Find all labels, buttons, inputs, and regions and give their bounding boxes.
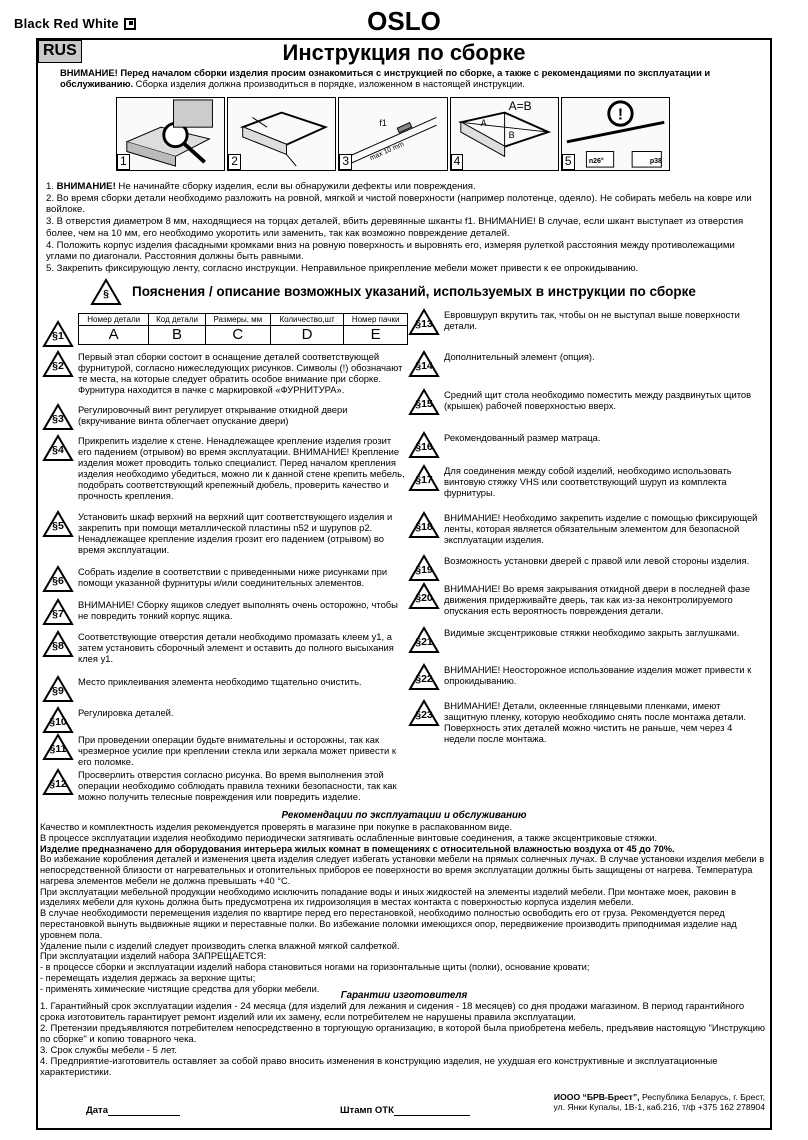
image-1 [116,97,225,171]
note-s12 [42,770,406,803]
frame-diagonal-illustration [228,98,335,170]
top-warning [60,68,760,90]
explanations-title: Пояснения / описание возможных указаний, используемых в инструкции по сборке [132,284,696,300]
warning-triangle-icon: §12 [42,768,74,796]
note-text: При проведении операции будьте внимательны и осторожны, так как чрезмерное усилие при креплении стекла или зеркала может привести к его поломке. [78,734,396,767]
image-5 [561,97,670,171]
care-paragraph: Во избежание коробления деталей и изменения цвета изделия следует избегать установки мебели на прямых солнечных лучах. В случае установки изделия мебели в непосредственной близости от нагревательных и отопительных приборов ее поверхности во время эксплуатации должны быть защищены от нагрева. Температура нагрева элементов мебели не должна превышать +40 °С. [40,854,765,886]
care-paragraph: При эксплуатации изделий набора ЗАПРЕЩАЕТСЯ: [40,951,267,962]
note-text: Средний щит стола необходимо поместить между раздвинутых щитов (крышек) рабочей поверхностью вверх. [444,389,752,411]
warning-triangle-icon: §23 [408,699,440,727]
note-text: Прикрепить изделие к стене. Ненадлежащее крепление изделия грозит его падением (отрывом) во время эксплуатации. ВНИМАНИЕ! Крепление изделия может проводить только специалист. Перед началом крепления изделия необходимо убедиться, можно ли к данной стене крепить мебель, подобрать соответствующий крепежный дюбель, проверить качество и прочность крепления. [78,435,405,501]
diagonal-a-label: A [480,118,487,128]
note-s3 [42,405,406,431]
warning-triangle-icon: §21 [408,626,440,654]
note-text: Для соединения между собой изделий, необходимо использовать винтовую стяжку VHS или соответствующий шуруп из комплекта фурнитуры. [444,465,732,498]
care-paragraph: При эксплуатации мебельной продукции необходимо исключить попадание воды и иных жидкостей на элементы изделий мебели. При монтаже моек, раковин в изделиях мебели для кухонь должна быть предусмотрена их гидроизоляция в местах контакта с поверхностью корпуса изделия мебели. [40,886,737,908]
image-2 [227,97,336,171]
step-2: 2. Во время сборки детали необходимо разложить на ровной, мягкой и чистой поверхности (например полотенце, одеяло). Не собирать мебель на ковре или войлоке. [46,193,752,216]
dowel-max-note: max 10 mm [369,140,406,163]
image-2-number: 2 [228,154,241,170]
note-s20 [408,584,766,617]
guarantee-title: Гарантии изготовителя [340,990,468,1001]
dowel-label: f1 [379,118,387,128]
note-text: Соответствующие отверстия детали необходимо промазать клеем y1, а затем установить сборочный элемент и оставить до полного высыхания клея y1. [78,631,394,664]
note-s9 [42,677,406,703]
letter-b: B [149,326,205,344]
warning-triangle-icon: §7 [42,598,74,626]
top-warning-text: Сборка изделия должна производиться в порядке, изложенном в настоящей инструкции. [133,77,525,89]
note-text: Первый этап сборки состоит в оснащение деталей соответствующей фурнитурой, согласно нижеследующих рисунков. Символы (!) обозначают те места, на которые следует обратить особое внимание при сборке. Фурнитура находится в пачке с маркировкой «ФУРНИТУРА». [78,351,403,395]
warning-triangle-icon: § [90,278,122,306]
top-warning-bold: ВНИМАНИЕ! Перед началом сборки изделия просим ознакомиться с инструкцией по сборке, а также с рекомендациями по эксплуатации и обслуживанию. [60,67,711,89]
stamp-field: Штамп ОТК [340,1105,470,1116]
note-s6 [42,567,406,593]
a-equals-b-label: A=B [508,99,532,113]
note-s22 [408,665,766,691]
care-paragraph: В процессе эксплуатации изделия необходимо периодически затягивать ослабленные винтовые соединения, а также эксцентриковые стяжки. [40,832,658,843]
diagonal-measure-illustration [451,98,558,170]
step-3: 3. В отверстия диаметром 8 мм, находящиеся на торцах деталей, вбить деревянные шканты f1. ВНИМАНИЕ! В случае, если шкант выступает из отверстия более, чем на 10 мм, его необходимо укоротить или заменить, так как возможно повреждение деталей. [46,216,744,239]
warning-triangle-icon: §2 [42,350,74,378]
steps-list [46,181,766,275]
step-5: 5. Закрепить фиксирующую ленту, согласно инструкции. Неправильное прикрепление мебели может привести к ее опрокидыванию. [46,262,639,274]
page-title: Инструкция по сборке [282,40,526,65]
note-s7 [42,600,406,626]
image-5-number: 5 [562,154,575,170]
image-3-number: 3 [339,154,352,170]
warning-triangle-icon: §8 [42,630,74,658]
step-4: 4. Положить корпус изделия фасадными кромками вниз на ровную поверхность и выровнять его, измеряя рулеткой расстояния между противолежащими углами по диагонали. Расстояния должны быть равными. [46,239,735,262]
care-paragraph: Качество и комплектность изделия рекомендуется проверять в магазине при покупке в распакованном виде. [40,822,513,832]
note-text: ВНИМАНИЕ! Необходимо закрепить изделие с помощью фиксирующей ленты, которая является обязательным элементом для безопасной эксплуатации изделия. [444,512,758,545]
note-text: Рекомендованный размер матраца. [444,432,601,443]
note-text: Собрать изделие в соответствии с приведенными ниже рисунками при помощи указанной фурнитуры и/или соединительных элементов. [78,566,388,588]
image-4 [450,97,559,171]
language-badge: RUS [38,40,82,63]
diagonal-b-label: B [508,130,515,140]
note-s8 [42,632,406,665]
note-s15 [408,390,766,416]
warning-triangle-icon: §1 [42,320,74,348]
warning-triangle-icon: §22 [408,663,440,691]
note-s5 [42,512,406,556]
warning-triangle-icon: §10 [42,706,74,734]
guarantee-paragraph: 1. Гарантийный срок эксплуатации изделия - 24 месяца (для изделий для лежания и сидения - 18 месяцев) со дня продажи магазином. В период гарантийного срока изготовитель гарантирует ремонт изделий или их замену, если потребителем не нарушены правила эксплуатации. [40,1001,745,1024]
note-s17 [408,466,766,499]
image-3 [338,97,447,171]
note-text: Место приклеивания элемента необходимо тщательно очистить. [78,676,362,687]
col-part-number: Номер детали [79,314,149,326]
image-4-number: 4 [451,154,464,170]
col-dimensions: Размеры, мм [205,314,270,326]
warning-triangle-icon: §13 [408,308,440,336]
model-title: OSLO [367,6,441,36]
warning-triangle-icon: §6 [42,565,74,593]
note-s14 [408,352,766,378]
step-1: 1. ВНИМАНИЕ! Не начинайте сборку изделия, если вы обнаружили дефекты или повреждения. [46,181,476,192]
care-paragraph: Удаление пыли с изделий следует производить слегка влажной мягкой салфеткой. [40,940,400,951]
brand-name: Black Red White [14,16,119,31]
note-text: ВНИМАНИЕ! Неосторожное использование изделия может привести к опрокидыванию. [444,664,752,686]
col-quantity: Количество,шт [270,314,343,326]
warning-triangle-icon: §4 [42,434,74,462]
note-s23 [408,701,766,745]
warning-triangle-icon: §3 [42,403,74,431]
note-s4 [42,436,406,501]
note-s21 [408,628,766,654]
warning-triangle-icon: §9 [42,675,74,703]
svg-text:!: ! [617,106,623,124]
warning-triangle-icon: §15 [408,388,440,416]
fitting-p38-label: p38 [649,158,662,165]
note-text: Регулировка деталей. [78,707,174,718]
note-text: Видимые эксцентриковые стяжки необходимо закрыть заглушками. [444,627,740,638]
guarantee-paragraph: 2. Претензии предъявляются потребителем непосредственно в торгующую организацию, в которой была приобретена мебель, предъявив настоящую "Инструкцию по сборке" и копию товарного чека. [40,1023,766,1046]
letter-e: E [344,326,408,344]
image-1-number: 1 [117,154,130,170]
note-text: ВНИМАНИЕ! Детали, оклеенные глянцевыми пленками, имеют защитную пленку, которую необходимо снять после монтажа детали. Поверхность этих деталей можно чистить не раньше, чем через 4 недели после монтажа. [444,700,747,744]
dowel-illustration [339,98,446,170]
warning-triangle-icon: §18 [408,511,440,539]
letter-c: C [205,326,270,344]
guarantee-paragraph: 3. Срок службы мебели - 5 лет. [40,1045,177,1057]
note-text: ВНИМАНИЕ! Во время закрывания откидной двери в последней фазе движения придерживайте дверь, так как из-за неконтролируемого опускания есть вероятность повреждения детали. [444,583,751,616]
col-pack-number: Номер пачки [344,314,408,326]
explanations-header [90,278,750,306]
note-text: Регулировочный винт регулирует открывание откидной двери (вкручивание винта облегчает опускание двери) [78,404,348,426]
manufacturer-info: ИООО “БРВ-Брест”, Республика Беларусь, г. Брест, ул. Янки Купалы, 1В-1, каб.216, т/ф +375 162 278904 [553,1092,765,1112]
col-part-code: Код детали [149,314,205,326]
care-paragraph: В случае необходимости перемещения изделия по квартире перед его перестановкой, необходимо полностью освободить его от груза. Рекомендуется перед перестановкой вынуть выдвижные ящики и переставные полки. Во избежание поломки имеющихся опор, передвижение производить приподнимая изделие над уровнем пола. [40,908,737,940]
note-s11 [42,735,406,768]
panel-magnifier-illustration [117,98,224,170]
care-section [40,822,768,995]
date-field: Дата [86,1105,180,1116]
letter-d: D [270,326,343,344]
note-text: Возможность установки дверей с правой или левой стороны изделия. [444,555,750,566]
note-s10 [42,708,406,734]
care-title: Рекомендации по эксплуатации и обслуживанию [281,810,527,821]
note-s16 [408,433,766,459]
warning-triangle-icon: §16 [408,431,440,459]
note-s1 [42,322,406,348]
guarantee-paragraph: 4. Предприятие-изготовитель оставляет за собой право вносить изменения в конструкцию изделия, не ухудшая его конструктивные и эксплуатационные характеристики. [40,1056,718,1079]
warning-triangle-icon: §11 [42,733,74,761]
note-text: Евровшуруп вкрутить так, чтобы он не выступал выше поверхности детали. [444,309,740,331]
assembly-images [116,97,670,171]
note-s18 [408,513,766,546]
note-s19 [408,556,766,582]
care-paragraph: - применять химические чистящие средства для уборки мебели. [40,983,320,994]
note-s2 [42,352,406,396]
fitting-n26-label: n26° [588,158,604,165]
care-paragraph: Изделие предназначено для оборудования интерьера жилых комнат в помещениях с относительной влажностью воздуха от 45 до 70%. [40,843,675,854]
warning-triangle-icon: §5 [42,510,74,538]
warning-triangle-icon: §14 [408,350,440,378]
letter-a: A [79,326,149,344]
warning-triangle-icon: §19 [408,554,440,582]
note-text: Просверлить отверстия согласно рисунка. Во время выполнения этой операции необходимо соблюдать правила техники безопасности, так как можно получить телесные повреждения или повредить изделие. [78,769,397,802]
note-text: Установить шкаф верхний на верхний щит соответствующего изделия и закрепить при помощи металлической пластины n52 и шурупов p2. Ненадлежащее крепление изделия грозит его падением (отрывом) во время эксплуатации. [78,511,393,555]
note-text: Дополнительный элемент (опция). [444,351,595,362]
care-paragraph: - перемещать изделия держась за верхние щиты; [40,972,256,983]
note-text: ВНИМАНИЕ! Сборку ящиков следует выполнять очень осторожно, чтобы не повредить тонкий корпус ящика. [78,599,398,621]
guarantee-section [40,1001,768,1078]
warning-triangle-icon: §17 [408,464,440,492]
note-s13 [408,310,766,336]
warning-triangle-icon: §20 [408,582,440,610]
care-paragraph: - в процессе сборки и эксплуатации изделий набора становиться ногами на горизонтальные щиты (полки), основание кровати; [40,962,590,973]
